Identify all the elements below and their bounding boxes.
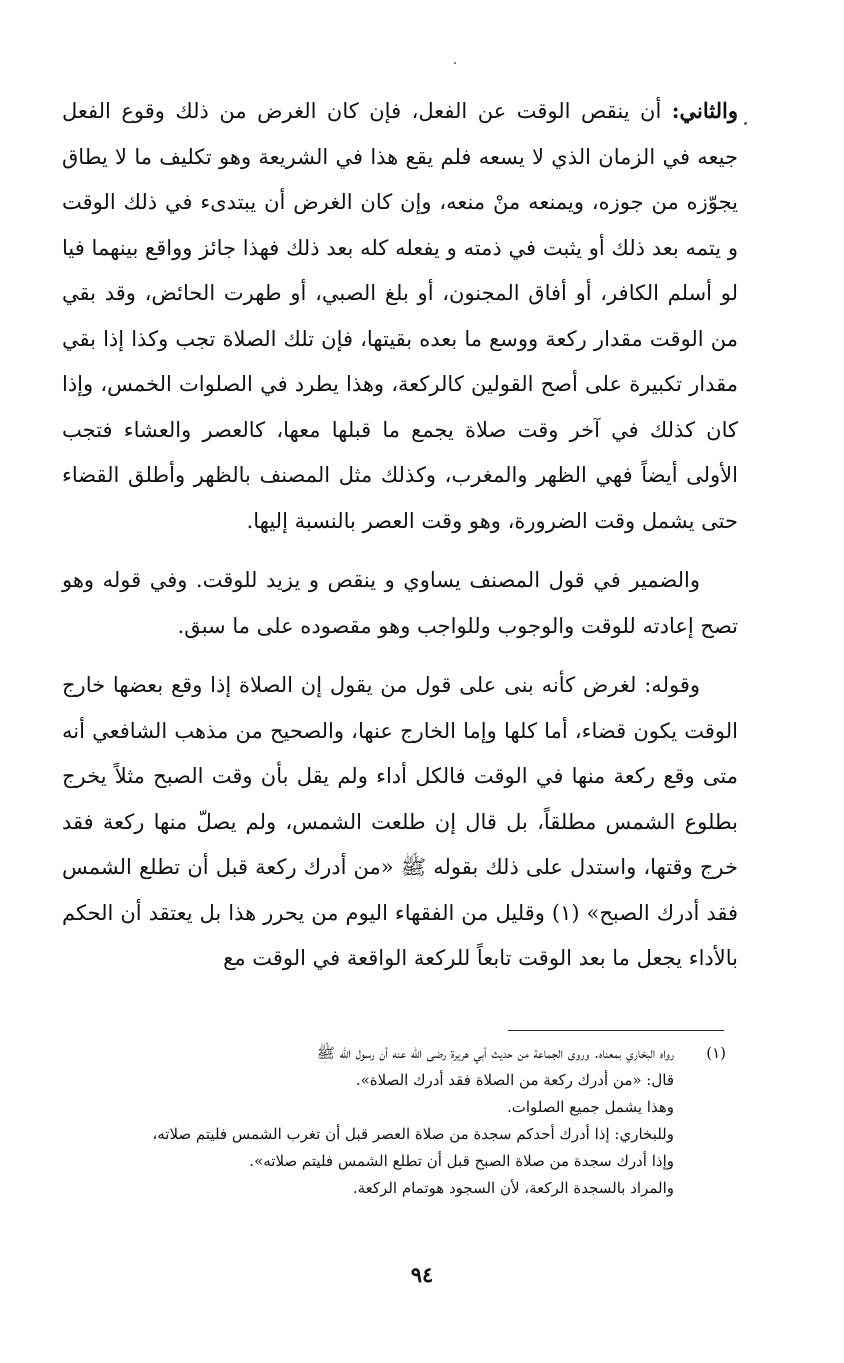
footnote-line-1: رواه البخاري بمعناه. وروى الجماعة من حديث أبي هريرة رضى الله عنه أن رسول الله ﷺ — [316, 1044, 674, 1062]
main-text-block — [62, 88, 738, 982]
paragraph-3-text: وقوله: لغرض كأنه بنى على قول من يقول إن الصلاة إذا وقع بعضها خارج الوقت يكون قضاء، أما كلها وإما الخارج عنها، والصحيح من مذهب الشافعي أنه متى وقع ركعة منها في الوقت فالكل أداء ولم يقل بأن وقت الصبح مثلاً يخرج بطلوع الشمس مطلقاً، بل قال إن طلعت الشمس، ولم يصلّ منها ركعة فقد خرج وقتها، واستدل على ذلك بقوله ﷺ «من أدرك ركعة قبل أن تطلع الشمس فقد أدرك الصبح» (١) وقليل من الفقهاء اليوم من يحرر هذا بل يعتقد أن الحكم بالأداء يجعل ما بعد الوقت تابعاً للركعة الواقعة في الوقت مع — [62, 673, 739, 970]
scan-speck — [454, 62, 456, 64]
footnotes-block — [80, 1040, 726, 1202]
footnote-line-3: وهذا يشمل جميع الصلوات. — [506, 1098, 674, 1116]
paragraph-2-text: والضمير في قول المصنف يساوي و ينقص و يزيد للوقت. وفي قوله وهو تصح إعادته للوقت والوجوب وللواجب وهو مقصوده على ما سبق. — [62, 568, 738, 638]
paragraph-1-text: أن ينقص الوقت عن الفعل، فإن كان الغرض من ذلك وقوع الفعل جيعه في الزمان الذي لا يسعه فلم يقع هذا في الشريعة وهو تكليف ما لا يطاق يجوّزه من جوزه، ويمنعه منْ منعه، وإن كان الغرض أن يبتدىء في ذلك الوقت و يتمه بعد ذلك أو يثبت في ذمته و يفعله كله بعد ذلك فهذا جائز وواقع بينهما فيا لو أسلم الكافر، أو أفاق المجنون، أو بلغ الصبي، أو طهرت الحائض، وقد بقي من الوقت مقدار ركعة ووسع ما بعده بقيتها، فإن تلك الصلاة تجب وكذا إذا بقي مقدار تكبيرة على أصح القولين كالركعة، وهذا يطرد في الصلوات الخمس، وإذا كان كذلك في آخر وقت صلاة يجمع ما قبلها معها، كالعصر والعشاء فتجب الأولى أيضاً فهي الظهر والمغرب، وكذلك مثل المصنف بالظهر وأطلق القضاء حتى يشمل وقت الضرورة، وهو وقت العصر بالنسبة إليها. — [62, 99, 738, 533]
footnote-line-4: وللبخاري: إذا أدرك أحدكم سجدة من صلاة العصر قبل أن تغرب الشمس فليتم صلاته، — [152, 1125, 674, 1143]
paragraph-1-lead: والثاني: — [671, 98, 738, 123]
footnote-separator — [508, 1030, 724, 1031]
paragraph-2 — [62, 558, 738, 649]
paragraph-1 — [62, 88, 738, 544]
page-number: ٩٤ — [410, 1262, 434, 1287]
scan-speck — [744, 122, 747, 125]
footnote-1 — [80, 1040, 726, 1202]
paragraph-3 — [62, 663, 738, 982]
footnote-number: (١) — [706, 1044, 726, 1062]
footnote-lines — [80, 1040, 674, 1202]
footnote-line-6: والمراد بالسجدة الركعة، لأن السجود هوتمام الركعة. — [352, 1179, 674, 1197]
footnote-line-5: وإذا أدرك سجدة من صلاة الصبح قبل أن تطلع الشمس فليتم صلاته». — [249, 1152, 674, 1170]
footnote-line-2: قال: «من أدرك ركعة من الصلاة فقد أدرك الصلاة». — [355, 1071, 674, 1089]
